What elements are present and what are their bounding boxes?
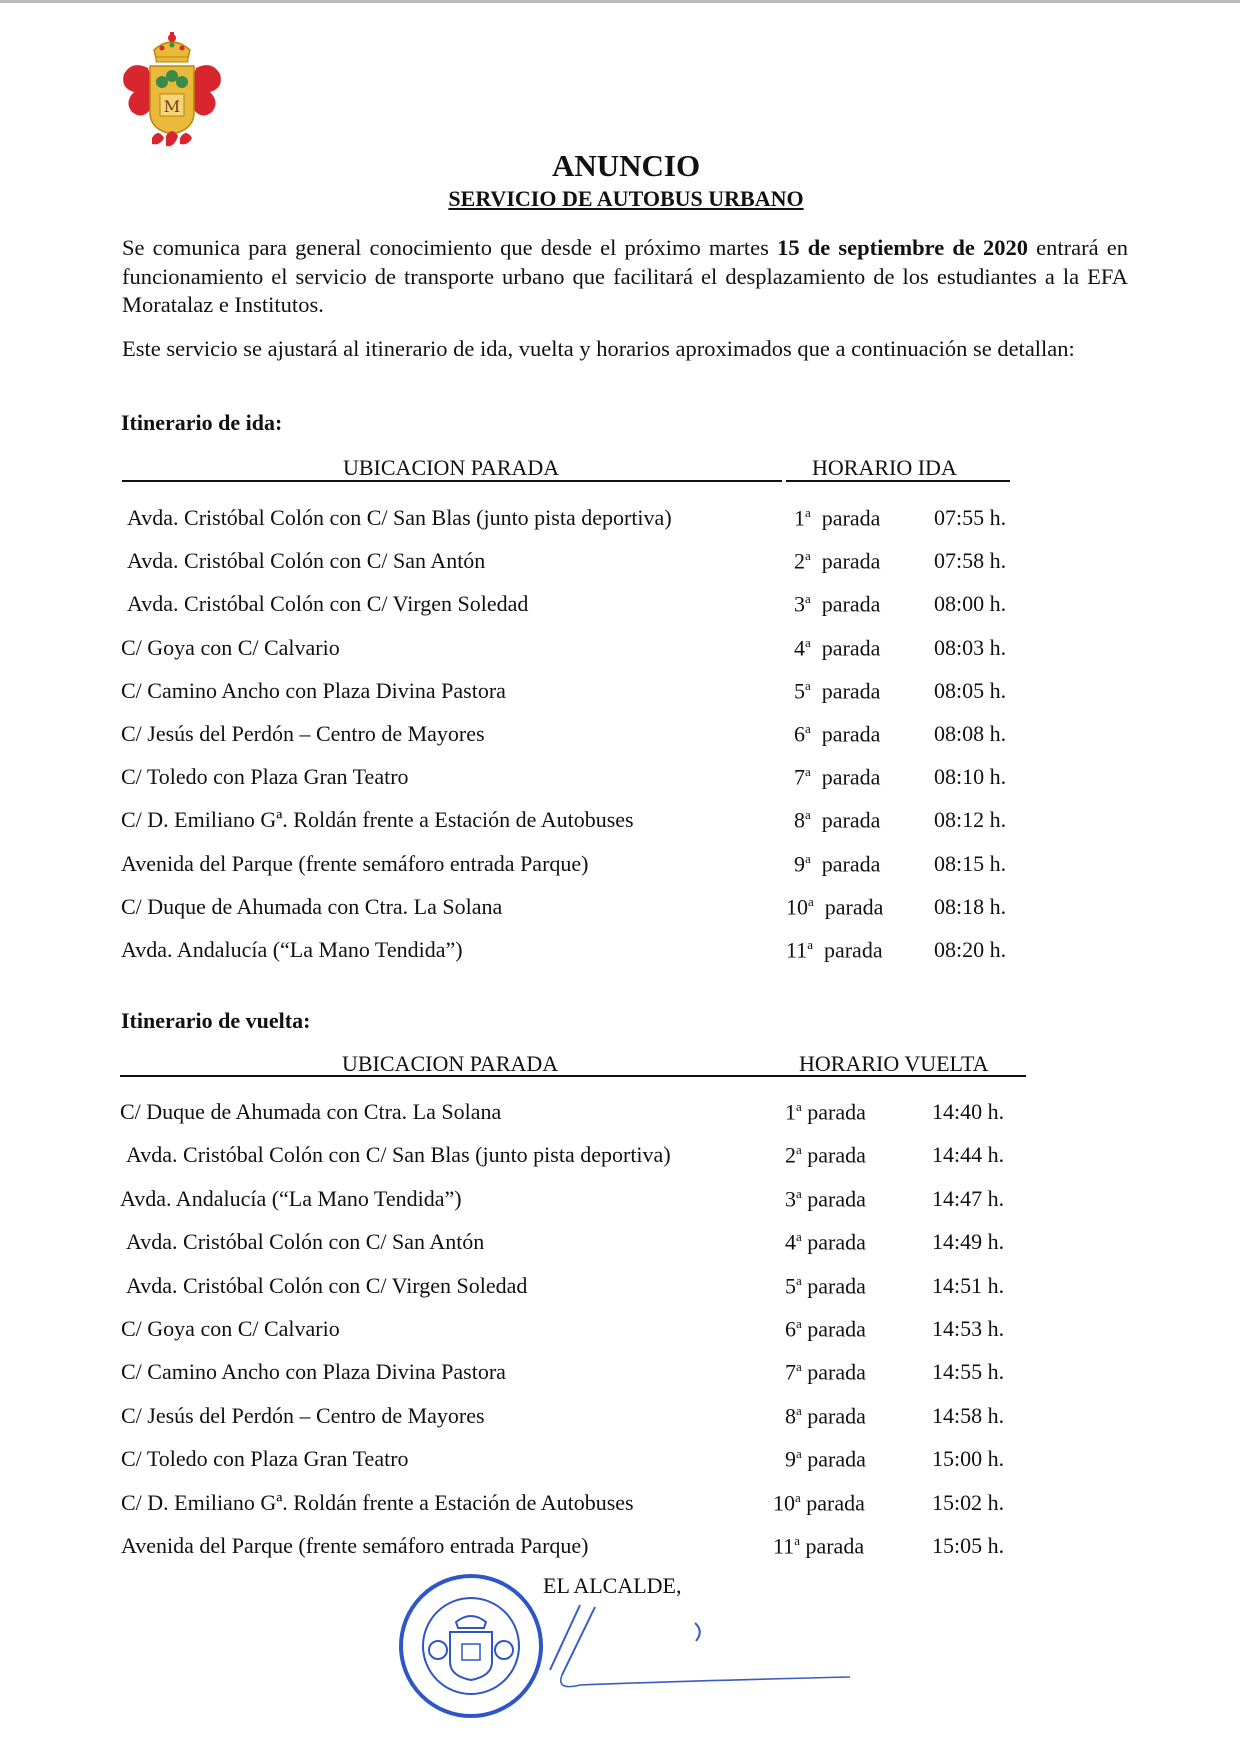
stop-number (785, 1229, 866, 1255)
stop-label: parada (824, 894, 884, 920)
vuelta-heading: Itinerario de vuelta: (121, 1008, 311, 1033)
stop-number (773, 1533, 864, 1559)
stop-number (785, 1359, 866, 1385)
stop-number (785, 1099, 866, 1125)
stop-location: C/ Camino Ancho con Plaza Divina Pastora (121, 1359, 506, 1385)
stop-location: Avenida del Parque (frente semáforo entrada Parque) (121, 850, 589, 876)
ida-col-time: HORARIO IDA (812, 455, 957, 480)
stop-number (794, 591, 880, 617)
stop-label: parada (821, 721, 881, 747)
stop-location: C/ Toledo con Plaza Gran Teatro (121, 764, 409, 790)
stop-time: 08:05 h. (934, 677, 1007, 703)
stop-location: C/ Toledo con Plaza Gran Teatro (121, 1446, 409, 1472)
stop-number (785, 1186, 866, 1212)
stop-location: C/ D. Emiliano Gª. Roldán frente a Estación de Autobuses (121, 807, 634, 833)
stop-number-value: 6 (785, 1316, 796, 1342)
stop-number-value: 1 (794, 505, 805, 531)
stop-location: C/ Duque de Ahumada con Ctra. La Solana (121, 893, 503, 919)
stop-number-value: 4 (785, 1229, 796, 1255)
stop-ordinal: a (794, 1533, 800, 1548)
stop-number-value: 5 (794, 678, 805, 704)
stop-ordinal: a (796, 1446, 802, 1462)
stop-location: C/ Camino Ancho con Plaza Divina Pastora (121, 677, 506, 703)
stop-location: Avda. Cristóbal Colón con C/ San Blas (junto pista deportiva) (127, 505, 672, 530)
stop-ordinal: a (795, 1489, 801, 1505)
stop-label: parada (807, 1446, 866, 1472)
stop-number-value: 10 (773, 1489, 795, 1515)
stop-location: Avda. Cristóbal Colón con C/ Virgen Soledad (127, 591, 529, 617)
stop-label: parada (807, 1403, 866, 1429)
table-row (0, 937, 1240, 967)
vuelta-col-time: HORARIO VUELTA (799, 1051, 989, 1076)
table-row (0, 1359, 1240, 1389)
stop-number-value: 5 (785, 1272, 796, 1298)
stop-ordinal: a (805, 850, 811, 866)
stop-time: 08:15 h. (934, 850, 1007, 876)
stop-number (794, 851, 880, 877)
table-row (0, 851, 1240, 881)
stop-label: parada (807, 1229, 866, 1255)
svg-text:M: M (163, 97, 181, 116)
stop-time: 15:02 h. (932, 1489, 1005, 1515)
stop-ordinal: a (805, 721, 811, 736)
stop-time: 08:03 h. (934, 634, 1007, 660)
stop-ordinal: a (805, 764, 811, 780)
itinerary-paragraph: Este servicio se ajustará al itinerario de ida, vuelta y horarios aproximados que a continuación se detallan: (122, 336, 1075, 361)
stop-ordinal: a (807, 937, 813, 952)
stop-location: Avda. Cristóbal Colón con C/ San Antón (127, 548, 486, 574)
stop-number (794, 635, 880, 661)
stop-time: 08:08 h. (934, 721, 1007, 746)
stop-location: C/ Jesús del Perdón – Centro de Mayores (121, 1402, 485, 1428)
stop-number-value: 10 (786, 894, 808, 920)
stop-number-value: 9 (794, 850, 805, 876)
table-row (0, 1273, 1240, 1303)
intro-paragraph (122, 234, 1128, 320)
table-row (0, 1186, 1240, 1216)
table-row (0, 1229, 1240, 1259)
stop-time: 14:58 h. (932, 1402, 1005, 1428)
stop-label: parada (806, 1489, 865, 1515)
stop-label: parada (805, 1533, 865, 1559)
stop-location: Avda. Andalucía (“La Mano Tendida”) (121, 937, 463, 962)
stop-time: 08:20 h. (934, 937, 1007, 962)
table-row (0, 894, 1240, 924)
stop-label: parada (807, 1099, 866, 1125)
stop-time: 14:40 h. (932, 1099, 1005, 1124)
table-row (0, 505, 1240, 535)
table-row (0, 635, 1240, 665)
stop-number (794, 548, 880, 574)
stop-time: 15:00 h. (932, 1446, 1005, 1472)
stop-location: Avda. Andalucía (“La Mano Tendida”) (120, 1185, 462, 1211)
ida-col-location: UBICACION PARADA (343, 455, 560, 480)
stop-label: parada (807, 1186, 866, 1212)
stop-time: 14:55 h. (932, 1359, 1005, 1385)
stop-label: parada (807, 1359, 866, 1385)
stop-label: parada (807, 1142, 866, 1168)
stop-location: Avda. Cristóbal Colón con C/ Virgen Soledad (126, 1272, 528, 1298)
stop-ordinal: a (805, 505, 811, 520)
stop-number (794, 721, 880, 747)
stop-number (785, 1142, 866, 1168)
stop-time: 14:47 h. (932, 1185, 1005, 1211)
stop-ordinal: a (796, 1272, 802, 1288)
table-row (0, 1099, 1240, 1129)
signature-label: EL ALCALDE, (543, 1573, 682, 1598)
stop-label: parada (821, 548, 881, 574)
table-row (0, 1316, 1240, 1346)
stop-ordinal: a (805, 634, 811, 650)
stop-number-value: 7 (794, 764, 805, 790)
stop-number-value: 11 (773, 1533, 795, 1559)
stop-number-value: 2 (785, 1142, 796, 1168)
table-row (0, 721, 1240, 751)
stop-ordinal: a (805, 807, 811, 823)
stop-location: Avenida del Parque (frente semáforo entrada Parque) (121, 1533, 589, 1558)
stop-label: parada (807, 1272, 866, 1298)
stop-time: 15:05 h. (932, 1533, 1005, 1558)
stop-time: 14:53 h. (932, 1316, 1005, 1341)
table-row (0, 807, 1240, 837)
stop-label: parada (807, 1316, 866, 1342)
signature-icon (520, 1595, 850, 1695)
stop-number (773, 1490, 865, 1516)
stop-time: 14:49 h. (932, 1229, 1005, 1255)
stop-label: parada (821, 807, 881, 833)
stop-number-value: 8 (794, 807, 805, 833)
stop-number-value: 4 (794, 634, 805, 660)
stop-time: 08:12 h. (934, 807, 1007, 833)
stop-label: parada (821, 591, 881, 617)
intro-text-a: Se comunica para general conocimiento que desde el próximo martes (122, 235, 778, 260)
stop-ordinal: a (796, 1142, 802, 1158)
stop-time: 08:00 h. (934, 591, 1007, 617)
stop-number-value: 2 (794, 548, 805, 574)
stop-number (785, 1403, 866, 1429)
stop-location: C/ Goya con C/ Calvario (121, 1316, 340, 1341)
page-title: ANUNCIO (551, 148, 701, 183)
table-row (0, 1533, 1240, 1563)
stop-location: C/ D. Emiliano Gª. Roldán frente a Estación de Autobuses (121, 1489, 634, 1515)
stop-label: parada (821, 678, 881, 704)
stop-location: Avda. Cristóbal Colón con C/ San Blas (junto pista deportiva) (126, 1142, 671, 1168)
stop-location: C/ Jesús del Perdón – Centro de Mayores (121, 721, 485, 746)
stop-number-value: 1 (785, 1099, 796, 1125)
page-subtitle: SERVICIO DE AUTOBUS URBANO (448, 186, 804, 211)
table-row (0, 591, 1240, 621)
stop-time: 07:55 h. (934, 505, 1007, 530)
ida-heading: Itinerario de ida: (121, 410, 283, 435)
stop-number (786, 894, 883, 920)
stop-location: C/ Goya con C/ Calvario (121, 634, 340, 660)
stop-number (794, 505, 880, 531)
stop-label: parada (821, 505, 881, 531)
stop-number (785, 1316, 866, 1342)
stop-label: parada (821, 850, 881, 876)
stop-ordinal: a (796, 1185, 802, 1201)
stop-ordinal: a (796, 1402, 802, 1418)
stop-location: Avda. Cristóbal Colón con C/ San Antón (126, 1229, 485, 1255)
stop-time: 14:44 h. (932, 1142, 1005, 1168)
stop-number-value: 11 (786, 937, 808, 963)
stop-time: 07:58 h. (934, 548, 1007, 574)
page-top-edge (0, 0, 1240, 3)
stop-ordinal: a (805, 591, 811, 607)
stop-ordinal: a (796, 1229, 802, 1245)
stop-time: 08:18 h. (934, 893, 1007, 919)
stop-number-value: 7 (785, 1359, 796, 1385)
stop-number (794, 678, 880, 704)
table-row (0, 678, 1240, 708)
stop-number (785, 1446, 866, 1472)
stop-number-value: 3 (794, 591, 805, 617)
table-row (0, 1142, 1240, 1172)
stop-number (786, 937, 883, 963)
stop-time: 14:51 h. (932, 1272, 1005, 1298)
stop-ordinal: a (796, 1359, 802, 1375)
intro-date: 15 de septiembre de 2020 (777, 235, 1028, 260)
intro-text-b: entrará en funcionamiento el servicio de transporte urbano que facilitará el desplazamiento de los estudiantes a la EFA Moratalaz e Institutos. (122, 235, 1128, 317)
stop-ordinal: a (796, 1099, 802, 1114)
vuelta-col-location: UBICACION PARADA (342, 1051, 559, 1076)
table-row (0, 1403, 1240, 1433)
stop-ordinal: a (805, 548, 811, 564)
stop-time: 08:10 h. (934, 764, 1007, 790)
stop-number-value: 6 (794, 721, 805, 747)
table-row (0, 1446, 1240, 1476)
stop-location: C/ Duque de Ahumada con Ctra. La Solana (120, 1099, 502, 1124)
stop-ordinal: a (808, 893, 814, 909)
coat-of-arms-icon (118, 30, 226, 150)
table-row (0, 548, 1240, 578)
stop-label: parada (823, 937, 883, 963)
stop-label: parada (821, 634, 881, 660)
stop-number (794, 764, 880, 790)
stop-number (794, 807, 880, 833)
table-row (0, 1490, 1240, 1520)
stop-ordinal: a (796, 1316, 802, 1331)
table-row (0, 764, 1240, 794)
stop-number (785, 1273, 866, 1299)
stop-number-value: 8 (785, 1403, 796, 1429)
stop-ordinal: a (805, 677, 811, 693)
stop-number-value: 9 (785, 1446, 796, 1472)
stop-number-value: 3 (785, 1186, 796, 1212)
stop-label: parada (821, 764, 881, 790)
